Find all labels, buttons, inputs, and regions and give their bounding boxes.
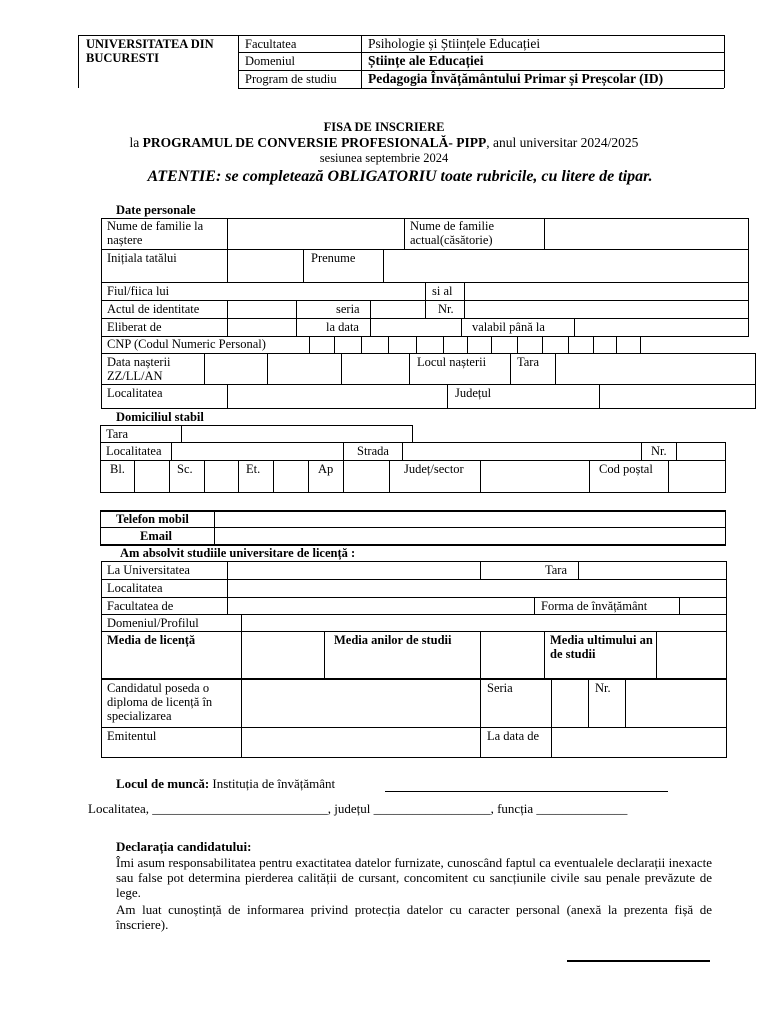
input-la-data[interactable] [371,319,460,336]
label-media-ani: Media anilor de studii [334,633,452,647]
input-nr-act[interactable] [465,301,748,318]
input-judet-sector[interactable] [481,461,588,492]
input-et[interactable] [274,461,307,492]
label-fiul: Fiul/fiica lui [107,284,170,298]
input-forma[interactable] [680,598,726,614]
label-nr-diploma: Nr. [595,681,611,695]
input-localitatea-nastere[interactable] [228,385,446,408]
declaratie-heading: Declarația candidatului: [116,839,252,854]
label-emitentul: Emitentul [107,729,157,743]
label-tara-nastere: Tara [517,355,540,369]
label-tara-domiciliu: Tara [106,427,129,441]
input-email[interactable] [215,528,725,544]
input-nume-nastere[interactable] [228,219,403,249]
label-sc: Sc. [177,462,193,476]
header-value-domeniul: Științe ale Educației [368,53,484,68]
input-tara-nastere[interactable] [556,354,755,384]
label-data-nasterii: Data nașterii ZZ/LL/AN [107,355,171,383]
input-localitatea-domiciliu[interactable] [172,443,342,460]
form-subtitle: la PROGRAMUL DE CONVERSIE PROFESIONALĂ- PIPP, anul universitar 2024/2025 [129,135,639,150]
label-media-ultim: Media ultimului an de studii [550,633,653,661]
header-label-facultatea: Facultatea [245,37,297,51]
header-value-facultatea: Psihologie și Științele Educației [368,36,541,51]
label-cnp: CNP (Codul Numeric Personal) [107,337,266,351]
label-universitatea: La Universitatea [107,563,190,577]
label-locul-de-munca: Locul de muncă: [116,776,210,791]
input-localitatea-studii[interactable] [228,580,726,597]
label-nr: Nr. [438,302,454,316]
input-eliberat[interactable] [228,319,295,336]
label-judet-sector: Județ/sector [404,462,464,476]
form-title: FISA DE INSCRIERE [323,120,445,134]
label-domeniul: Domeniul/Profilul [107,616,199,630]
label-et: Et. [246,462,261,476]
input-nr-diploma[interactable] [626,680,726,727]
label-ap: Ap [318,462,334,476]
label-judetul-nastere: Județul [455,386,492,400]
input-ap[interactable] [344,461,388,492]
label-diploma: Candidatul poseda o diploma de licență în specializarea [107,681,213,723]
label-localitatea-domiciliu: Localitatea [106,444,162,458]
label-nume-actual: Nume de familie actual(căsătorie) [410,219,494,247]
input-seria-diploma[interactable] [552,680,587,727]
input-nr-domiciliu[interactable] [677,443,725,460]
input-telefon[interactable] [215,511,725,527]
label-localitatea-nastere: Localitatea [107,386,163,400]
label-act: Actul de identitate [107,302,200,316]
label-strada: Strada [357,444,389,458]
input-media-ani[interactable] [481,632,543,678]
input-fiul[interactable] [228,283,424,300]
label-seria: seria [336,302,360,316]
input-tara-studii[interactable] [579,562,726,579]
label-tara-studii: Tara [545,563,568,577]
warning-text: ATENTIE: se completează OBLIGATORIU toate rubricile, cu litere de tipar. [147,168,653,185]
input-cod-postal[interactable] [669,461,725,492]
label-nume-nastere: Nume de familie la naștere [107,219,204,247]
header-label-domeniul: Domeniul [245,54,295,68]
label-media-licenta: Media de licență [107,633,196,647]
label-telefon: Telefon mobil [116,512,189,526]
signature-line[interactable] [567,960,710,962]
declaratie-paragraph-1: Îmi asum responsabilitatea pentru exactitatea datelor furnizate, cunoscând faptul ca eventualele declarații inexacte sau false pot determina pierderea calității de cursant, concomitent cu sancțiunile civile sau penale prevăzute de lege. [116,855,712,900]
input-judetul-nastere[interactable] [600,385,755,408]
input-media-ultim[interactable] [657,632,726,678]
label-email: Email [140,529,172,543]
input-si-al[interactable] [465,283,748,300]
input-la-data-diploma[interactable] [552,728,726,757]
label-locul-nasterii: Locul nașterii [417,355,487,369]
label-eliberat: Eliberat de [107,320,162,334]
label-institutia: Instituția de învățământ [212,776,336,791]
localitatea-judet-functia-line[interactable]: Localitatea, ___________________________, județul __________________, funcția ______________ [88,801,628,816]
input-bl[interactable] [135,461,168,492]
input-domeniul[interactable] [242,615,726,631]
input-valabil[interactable] [575,319,748,336]
declaratie-paragraph-2: Am luat cunoștință de informarea privind protecția datelor cu caracter personal (anexă la prezenta fișă de înscriere). [116,902,712,932]
label-valabil: valabil până la [472,320,545,334]
input-media-licenta[interactable] [242,632,323,678]
header-label-program: Program de studiu [245,72,337,86]
input-universitatea[interactable] [228,562,479,579]
input-facultatea[interactable] [228,598,533,614]
label-initiala: Inițiala tatălui [107,251,177,265]
input-institutia[interactable] [385,791,668,792]
label-cod-postal: Cod poștal [599,462,653,476]
label-la-data: la data [326,320,359,334]
input-cnp[interactable] [310,337,640,353]
label-prenume: Prenume [311,251,356,265]
program-name: PROGRAMUL DE CONVERSIE PROFESIONALĂ- PIPP [142,135,487,150]
university-name: UNIVERSITATEA DIN BUCURESTI [86,37,214,65]
label-forma: Forma de învățământ [541,599,648,613]
input-data-nasterii[interactable] [205,354,408,384]
session-label: sesiunea septembrie 2024 [319,151,449,165]
section-domiciliu: Domiciliul stabil [116,410,204,424]
section-date-personale: Date personale [116,203,196,217]
input-specializarea[interactable] [242,680,479,727]
input-seria[interactable] [371,301,424,318]
input-tara-domiciliu[interactable] [182,426,412,442]
label-localitatea-studii: Localitatea [107,581,163,595]
label-si-al: si al [432,284,453,298]
label-facultatea: Facultatea de [107,599,174,613]
input-prenume[interactable] [384,250,748,282]
input-emitentul[interactable] [242,728,479,757]
label-bl: Bl. [110,462,125,476]
section-studii: Am absolvit studiile universitare de licență : [120,546,356,560]
label-nr-domiciliu: Nr. [651,444,667,458]
label-seria-diploma: Seria [487,681,513,695]
input-initiala[interactable] [228,250,302,282]
input-strada[interactable] [403,443,640,460]
header-value-program: Pedagogia Învățământului Primar și Preșcolar (ID) [368,71,664,86]
label-la-data-diploma: La data de [487,729,540,743]
input-sc[interactable] [205,461,237,492]
locul-de-munca-line [116,777,335,791]
input-nume-actual[interactable] [545,219,748,249]
